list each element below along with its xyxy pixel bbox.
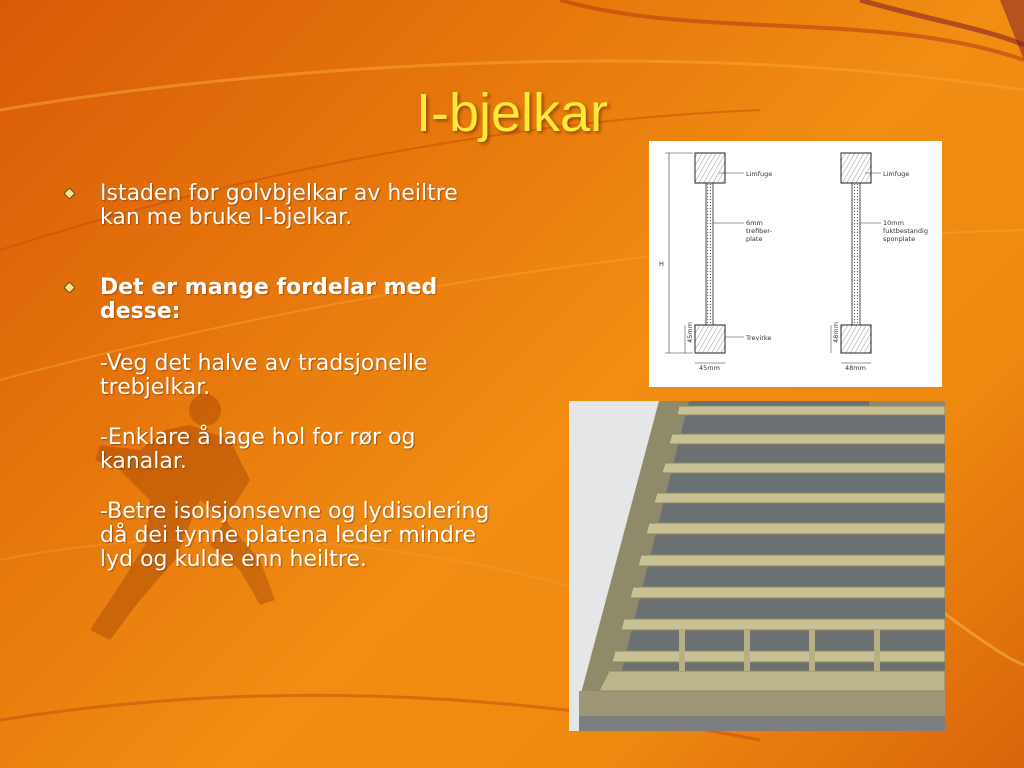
width-label: 48mm [845,364,866,372]
floor-joist-photo [569,401,945,731]
bullet-item [62,276,502,572]
slide-title: I-bjelkar [415,83,609,143]
glue-label: Limfuge [746,170,773,178]
sub-point: -Enklare å lage hol for rør og kanalar. [100,425,416,474]
web-label: sponplate [883,235,916,243]
wood-label: Trevirke [746,334,772,342]
web-label: 6mm [746,219,763,227]
web-label: fuktbestandig [883,227,928,235]
sub-point: -Betre isolsjonsevne og lydisolering då dei tynne platena leder mindre lyd og kulde enn heiltre. [100,499,490,572]
web-label: trefiber- [746,227,772,235]
bullet-heading: Det er mange fordelar med desse: [100,275,438,324]
sub-point: -Veg det halve av tradsjonelle trebjelkar. [100,351,428,400]
height-label: H [659,260,664,268]
web-label: 10mm [883,219,904,227]
flange-height-label: 48mm [832,322,840,343]
diamond-bullet-icon [64,188,75,199]
slide-body [62,182,502,598]
web-label: plate [746,235,763,243]
i-beam-diagram [649,141,942,387]
glue-label: Limfuge [883,170,910,178]
bullet-text: Istaden for golvbjelkar av heiltre kan me bruke I-bjelkar. [100,181,458,230]
width-label: 45mm [699,364,720,372]
bullet-item [62,182,502,230]
diamond-bullet-icon [64,282,75,293]
flange-height-label: 45mm [686,322,694,343]
